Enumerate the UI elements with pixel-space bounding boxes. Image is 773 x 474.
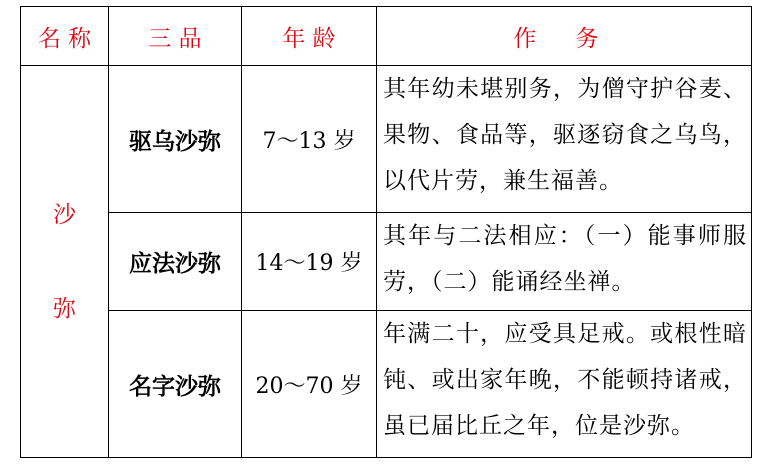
age-cell: 7～13 岁 — [242, 66, 377, 213]
grade-cell: 驱乌沙弥 — [109, 66, 242, 213]
header-name: 名 称 — [21, 7, 109, 66]
age-cell: 20～70 岁 — [242, 311, 377, 458]
age-cell: 14～19 岁 — [242, 213, 377, 311]
grade-cell: 应法沙弥 — [109, 213, 242, 311]
category-cell — [21, 66, 109, 458]
duty-cell: 其年幼未堪别务，为僧守护谷麦、果物、食品等，驱逐窃食之乌鸟，以代片劳，兼生福善。 — [377, 66, 752, 213]
sramanera-table — [20, 6, 752, 458]
table-row — [21, 311, 752, 458]
duty-cell: 年满二十，应受具足戒。或根性暗钝、或出家年晚，不能顿持诸戒，虽已届比丘之年，位是沙弥。 — [377, 311, 752, 458]
duty-cell: 其年与二法相应：（一）能事师服劳，（二）能诵经坐禅。 — [377, 213, 752, 311]
category-char-1: 沙 — [53, 201, 76, 228]
category-char-2: 弥 — [53, 295, 76, 322]
header-row — [21, 7, 752, 66]
header-grade: 三 品 — [109, 7, 242, 66]
grade-cell: 名字沙弥 — [109, 311, 242, 458]
table-row — [21, 213, 752, 311]
header-age: 年 龄 — [242, 7, 377, 66]
header-duty: 作 务 — [377, 7, 752, 66]
table-row — [21, 66, 752, 213]
